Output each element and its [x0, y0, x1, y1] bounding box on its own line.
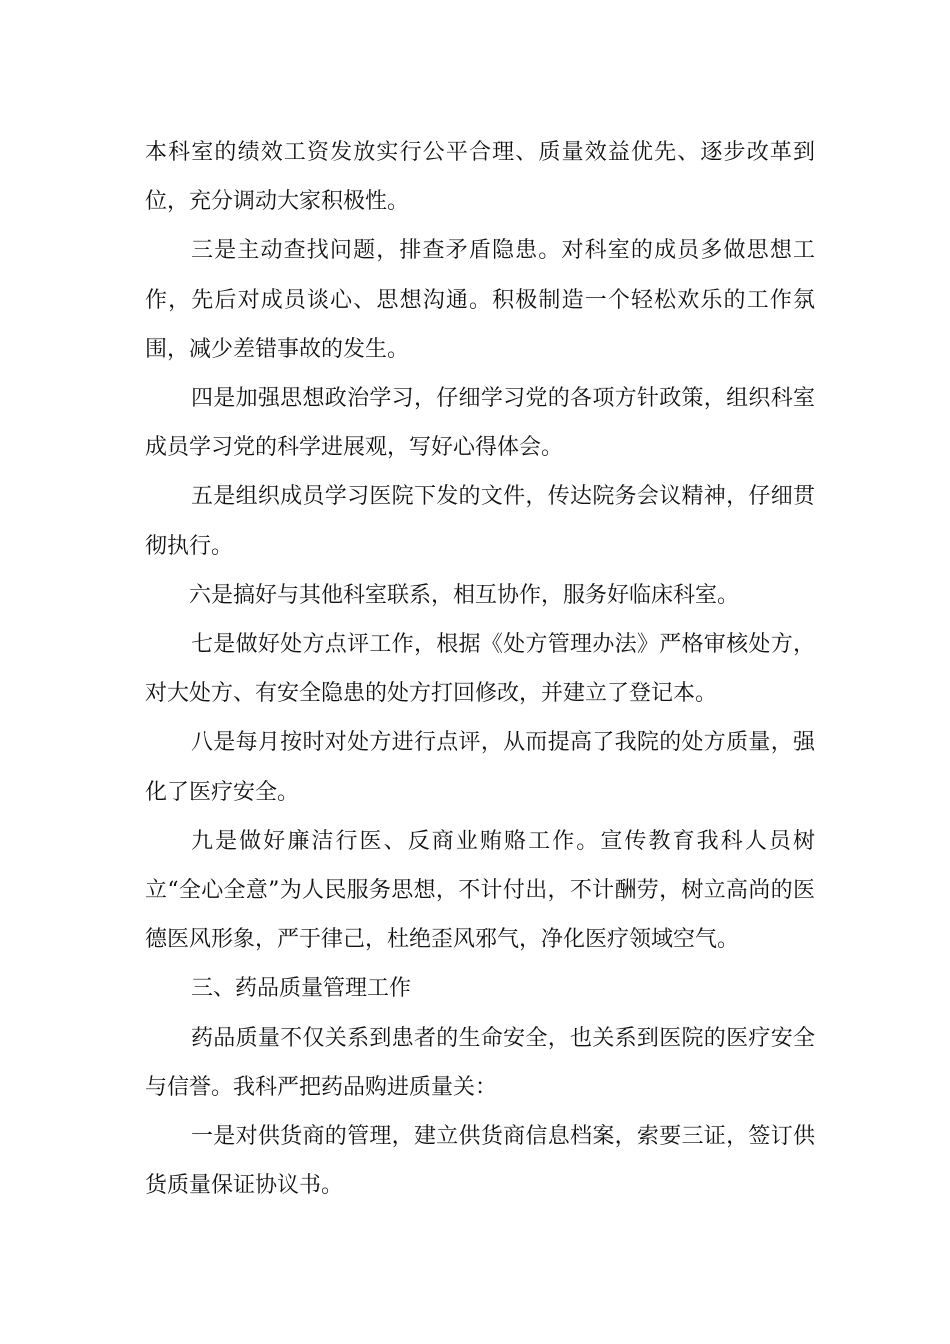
paragraph-continuation: 本科室的绩效工资发放实行公平合理、质量效益优先、逐步改革到位，充分调动大家积极性。 — [145, 140, 815, 215]
paragraph-item-7: 七是做好处方点评工作，根据《处方管理办法》严格审核处方，对大处方、有安全隐患的处方打回修改，并建立了登记本。 — [145, 632, 815, 707]
section-heading-drug-quality: 三、药品质量管理工作 — [191, 976, 412, 1002]
paragraph-item-9: 九是做好廉洁行医、反商业贿赂工作。宣传教育我科人员树立“全心全意”为人民服务思想，不计付出，不计酬劳，树立高尚的医德医风形象，严于律己，杜绝歪风邪气，净化医疗领域空气。 — [145, 828, 815, 953]
paragraph-item-6: 六是搞好与其他科室联系，相互协作，服务好临床科室。 — [189, 582, 740, 608]
paragraph-drug-quality-intro: 药品质量不仅关系到患者的生命安全，也关系到医院的医疗安全与信誉。我科严把药品购进质量关： — [145, 1025, 815, 1100]
paragraph-item-4: 四是加强思想政治学习，仔细学习党的各项方针政策，组织科室成员学习党的科学进展观，写好心得体会。 — [145, 386, 815, 461]
paragraph-item-3: 三是主动查找问题，排查矛盾隐患。对科室的成员多做思想工作，先后对成员谈心、思想沟通。积极制造一个轻松欢乐的工作氛围，减少差错事故的发生。 — [145, 238, 815, 362]
paragraph-supplier-management: 一是对供货商的管理，建立供货商信息档案，索要三证，签订供货质量保证协议书。 — [145, 1124, 815, 1199]
paragraph-item-8: 八是每月按时对处方进行点评，从而提高了我院的处方质量，强化了医疗安全。 — [145, 730, 815, 805]
document-body — [145, 128, 815, 1210]
paragraph-item-5: 五是组织成员学习医院下发的文件，传达院务会议精神，仔细贯彻执行。 — [145, 484, 815, 559]
